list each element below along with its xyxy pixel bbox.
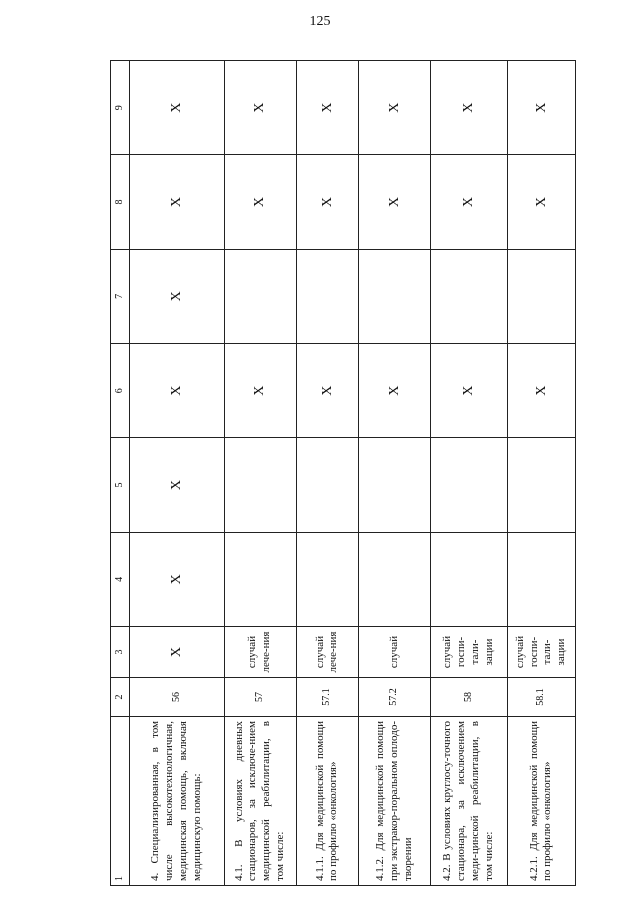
cell-col3 xyxy=(507,532,575,626)
cell-col5: Х xyxy=(296,344,359,438)
data-table xyxy=(110,60,576,886)
cell-col8: Х xyxy=(507,61,575,155)
cell-col7: Х xyxy=(224,155,296,249)
cell-col8: Х xyxy=(130,61,225,155)
cell-col3: Х xyxy=(130,532,225,626)
cell-col4: Х xyxy=(130,438,225,532)
cell-col7: Х xyxy=(296,155,359,249)
cell-col4 xyxy=(296,438,359,532)
row-code: 56 xyxy=(130,678,225,717)
cell-col4 xyxy=(224,438,296,532)
table-wrapper xyxy=(110,60,576,886)
cell-col3 xyxy=(224,532,296,626)
row-name: 4.1. В условиях дневных стационаров, за исключе-нием медицинской реабилитации, в том числе: xyxy=(224,717,296,886)
cell-col3 xyxy=(359,532,431,626)
row-unit: Х xyxy=(130,627,225,678)
table-row xyxy=(359,61,431,886)
row-unit: случай госпи-тали-зации xyxy=(431,627,507,678)
cell-col7: Х xyxy=(130,155,225,249)
cell-col6 xyxy=(224,249,296,343)
cell-col3 xyxy=(296,532,359,626)
cell-col7: Х xyxy=(507,155,575,249)
row-name: 4. Специализированная, в том числе высокотехнологичная, медицинская помощь, включая медицинскую помощь: xyxy=(130,717,225,886)
col-header-8: 8 xyxy=(111,155,130,249)
cell-col5: Х xyxy=(507,344,575,438)
row-name: 4.2.1. Для медицинской помощи по профилю «онкология» xyxy=(507,717,575,886)
cell-col6 xyxy=(359,249,431,343)
table-row xyxy=(296,61,359,886)
cell-col8: Х xyxy=(359,61,431,155)
col-header-7: 7 xyxy=(111,249,130,343)
row-name: 4.1.1. Для медицинской помощи по профилю «онкология» xyxy=(296,717,359,886)
cell-col4 xyxy=(431,438,507,532)
row-unit: случай госпи-тали-зации xyxy=(507,627,575,678)
table-row xyxy=(431,61,507,886)
cell-col7: Х xyxy=(359,155,431,249)
col-header-2: 2 xyxy=(111,678,130,717)
col-header-3: 3 xyxy=(111,627,130,678)
cell-col5: Х xyxy=(359,344,431,438)
row-code: 58 xyxy=(431,678,507,717)
cell-col6 xyxy=(431,249,507,343)
rotated-table-container xyxy=(110,60,576,886)
table-row xyxy=(224,61,296,886)
col-header-6: 6 xyxy=(111,344,130,438)
row-code: 57.1 xyxy=(296,678,359,717)
cell-col5: Х xyxy=(130,344,225,438)
table-row xyxy=(507,61,575,886)
row-code: 58.1 xyxy=(507,678,575,717)
row-unit: случай лече-ния xyxy=(224,627,296,678)
cell-col4 xyxy=(507,438,575,532)
row-unit: случай xyxy=(359,627,431,678)
col-header-5: 5 xyxy=(111,438,130,532)
row-code: 57 xyxy=(224,678,296,717)
cell-col4 xyxy=(359,438,431,532)
col-header-4: 4 xyxy=(111,532,130,626)
cell-col5: Х xyxy=(431,344,507,438)
cell-col6 xyxy=(296,249,359,343)
cell-col6 xyxy=(507,249,575,343)
row-code: 57.2 xyxy=(359,678,431,717)
cell-col7: Х xyxy=(431,155,507,249)
row-unit: случай лече-ния xyxy=(296,627,359,678)
column-number-row xyxy=(111,61,130,886)
cell-col8: Х xyxy=(296,61,359,155)
cell-col8: Х xyxy=(431,61,507,155)
cell-col8: Х xyxy=(224,61,296,155)
cell-col3 xyxy=(431,532,507,626)
row-name: 4.1.2. Для медицинской помощи при экстракор-поральном оплодо-творении xyxy=(359,717,431,886)
col-header-1: 1 xyxy=(111,717,130,886)
table-row xyxy=(130,61,225,886)
row-name: 4.2. В условиях круглосу-точного стационара, за исключением меди-цинской реабилитации, в том числе: xyxy=(431,717,507,886)
cell-col6: Х xyxy=(130,249,225,343)
col-header-9: 9 xyxy=(111,61,130,155)
cell-col5: Х xyxy=(224,344,296,438)
page-number: 125 xyxy=(309,14,331,29)
